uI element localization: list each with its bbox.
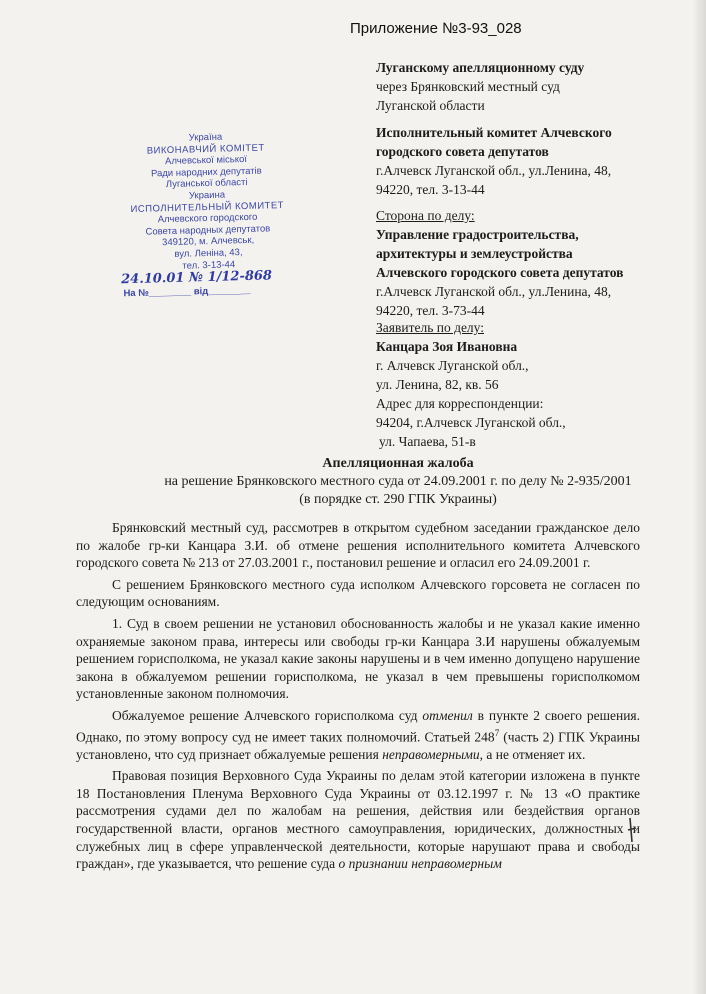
stamp-handwritten-number: 24.10.01 № 1/12-868	[120, 268, 273, 288]
stamp-line-4: Ради народних депутатів	[150, 165, 262, 180]
paragraph-3: 1. Суд в своем решении не установил обоснованность жалобы и не указал какие именно охраняемые законом права, интересы или свободы гр-ки Канцара З.И нарушены обжалуемым решением горисполкома, не указал какие законы нарушены и в чем именно допущено нарушение закона в обжалуемом решении горисполкома, не указал в чем превышены горисполкомом установленные законом полномочия.	[76, 615, 640, 702]
paragraph-1: Брянковский местный суд, рассмотрев в открытом судебном заседании гражданское дело по жалобе гр-ки Канцара З.И. об отмене решения исполнительного комитета Алчевского городского совета № 213 от 27.03.2001 г., постановил решение и огласил его 24.09.2001 г.	[76, 520, 640, 571]
executive-address-2: 94220, тел. 3-13-44	[376, 182, 485, 197]
paragraph-4-part-a: Обжалуемое решение Алчевского горисполкома суд	[112, 707, 423, 723]
stamp-line-10: 349120, м. Алчевськ,	[161, 235, 255, 249]
recipient-via-2: Луганской области	[376, 98, 485, 113]
applicant-corr-2: ул. Чапаева, 51-в	[379, 434, 476, 449]
party-address-2: 94220, тел. 3-73-44	[376, 303, 485, 318]
applicant-block	[376, 318, 696, 451]
applicant-name: Канцара Зоя Ивановна	[376, 339, 518, 354]
paragraph-5-emphasis: о признании неправомерным	[338, 856, 502, 872]
stamp-line-6: Украина	[188, 189, 226, 202]
stamp-line-9: Совета народных депутатов	[145, 223, 271, 238]
party-address-1: г.Алчевск Луганской обл., ул.Ленина, 48,	[376, 284, 612, 299]
paragraph-4-part-f: , а не отменяет их.	[479, 746, 586, 762]
applicant-corr-1: 94204, г.Алчевск Луганской обл.,	[376, 415, 566, 430]
party-block	[376, 206, 696, 320]
registration-stamp	[105, 129, 310, 340]
executive-block	[376, 123, 696, 199]
body-text	[76, 519, 640, 877]
stamp-line-11: вул. Леніна, 43,	[174, 247, 243, 260]
paragraph-4-part-c: в пункте 2 своего решения. Однако, по этому вопросу суд не имеет таких полномочий. Статьей 248	[76, 707, 641, 745]
party-label: Сторона по делу:	[376, 208, 475, 223]
margin-mark	[622, 812, 662, 852]
paragraph-4-emphasis-otmenil: отменил	[422, 707, 473, 723]
stamp-line-12: тел. 3-13-44	[182, 258, 236, 272]
executive-address-1: г.Алчевск Луганской обл., ул.Ленина, 48,	[376, 163, 612, 178]
stamp-line-7: ИСПОЛНИТЕЛЬНЫЙ КОМИТЕТ	[130, 199, 285, 215]
party-name-1: Управление градостроительства,	[376, 227, 579, 242]
stamp-line-8: Алчевского городского	[157, 211, 258, 226]
executive-name-2: городского совета депутатов	[376, 144, 549, 159]
applicant-corr-label: Адрес для корреспонденции:	[376, 396, 544, 411]
stamp-line-5: Луганської області	[165, 177, 248, 191]
stamp-line-2: ВИКОНАВЧИЙ КОМІТЕТ	[146, 142, 265, 157]
paragraph-5-part-a: Правовая позиция Верховного Суда Украины по делам этой категории изложена в пункте 18 Постановления Пленума Верховного Суда Украины от 03.12.1997 г. № 13 «О практике рассмотрения судами дел по жалобам на решения, действия или бездействия органов государственной власти, органов местного самоуправления, юридических, должностных и служебных лиц в сфере управленческой деятельности, которые нарушают права и свободы граждан», где указывается, что решение суда	[76, 768, 640, 872]
applicant-address-1: г. Алчевск Луганской обл.,	[376, 358, 529, 373]
paragraph-5	[76, 767, 640, 873]
paragraph-4-superscript: 7	[494, 727, 500, 738]
recipient-via-1: через Брянковский местный суд	[376, 79, 560, 94]
appendix-label: Приложение №3-93_028	[350, 20, 522, 37]
title-procedure: (в порядке ст. 290 ГПК Украины)	[299, 492, 497, 507]
title-heading: Апелляционная жалоба	[322, 456, 474, 471]
document-title	[0, 455, 706, 509]
stamp-line-3: Алчевської міської	[164, 154, 248, 168]
executive-name-1: Исполнительный комитет Алчевского	[376, 125, 612, 140]
party-name-2: архитектуры и землеустройства	[376, 246, 573, 261]
applicant-address-2: ул. Ленина, 82, кв. 56	[376, 377, 499, 392]
paragraph-4-part-d: (часть 2) ГПК Украины установлено, что суд признает обжалуемые решения	[76, 729, 640, 762]
applicant-label: Заявитель по делу:	[376, 320, 484, 335]
paragraph-4	[76, 707, 640, 763]
stamp-footer: На №________ від________	[123, 284, 251, 299]
party-name-3: Алчевского городского совета депутатов	[376, 265, 624, 280]
paragraph-2: С решением Брянковского местного суда исполком Алчевского горсовета не согласен по следующим основаниям.	[76, 576, 640, 610]
recipient-block	[376, 58, 696, 115]
title-subject: на решение Брянковского местного суда от 24.09.2001 г. по делу № 2-935/2001	[164, 474, 632, 489]
paragraph-4-emphasis-nepravomernymi: неправомерными	[382, 746, 480, 762]
recipient-court: Луганскому апелляционному суду	[376, 60, 585, 75]
stamp-line-1: Україна	[188, 131, 223, 144]
